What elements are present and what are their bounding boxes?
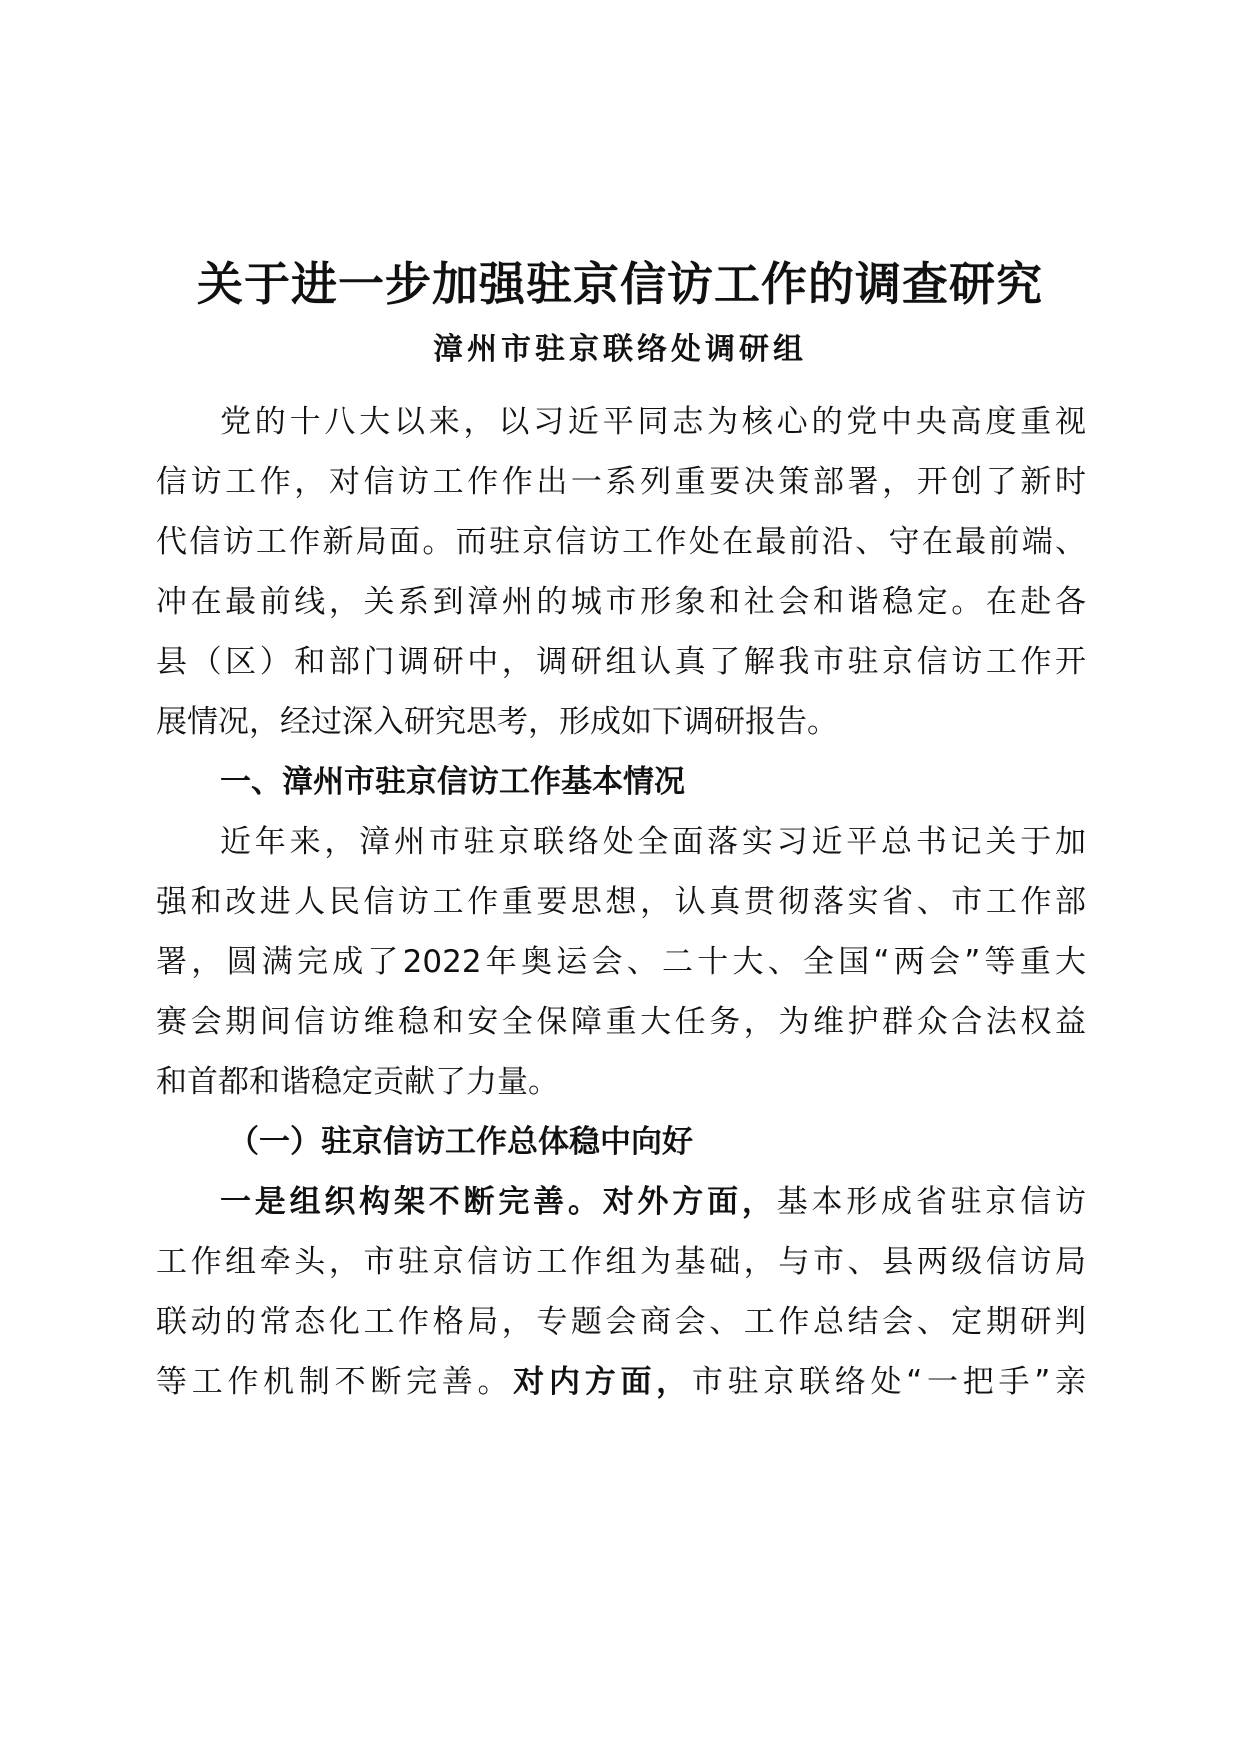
subsection-heading: （一）驻京信访工作总体稳中向好 (228, 1124, 693, 1160)
bold-phrase: 对内方面， (513, 1364, 692, 1400)
document-subtitle: 漳州市驻京联络处调研组 (433, 332, 807, 367)
para2-line: 联动的常态化工作格局，专题会商会、工作总结会、定期研判 (156, 1304, 1086, 1340)
section1-line: 强和改进人民信访工作重要思想，认真贯彻落实省、市工作部 (156, 884, 1086, 920)
para2-line (156, 1357, 1086, 1407)
document-title: 关于进一步加强驻京信访工作的调查研究 (197, 257, 1043, 311)
text-run: 市驻京联络处“一把手”亲 (691, 1364, 1087, 1400)
intro-line: 县（区）和部门调研中，调研组认真了解我市驻京信访工作开 (156, 644, 1086, 680)
bold-phrase: 对外方面， (602, 1184, 777, 1220)
intro-line: 冲在最前线，关系到漳州的城市形象和社会和谐稳定。在赴各 (156, 584, 1086, 620)
intro-line: 展情况，经过深入研究思考，形成如下调研报告。 (156, 704, 838, 740)
text-run: 等工作机制不断完善。 (156, 1364, 514, 1400)
section1-line: 和首都和谐稳定贡献了力量。 (156, 1064, 559, 1100)
intro-line: 信访工作，对信访工作作出一系列重要决策部署，开创了新时 (156, 464, 1086, 500)
section1-line: 赛会期间信访维稳和安全保障重大任务，为维护群众合法权益 (156, 1004, 1086, 1040)
intro-line: 代信访工作新局面。而驻京信访工作处在最前沿、守在最前端、 (156, 524, 1086, 560)
bold-phrase: 一是组织构架不断完善。 (220, 1184, 603, 1220)
para2-line: 工作组牵头，市驻京信访工作组为基础，与市、县两级信访局 (156, 1244, 1086, 1280)
para2-line (156, 1177, 1086, 1227)
section1-line: 署，圆满完成了2022年奥运会、二十大、全国“两会”等重大 (156, 944, 1086, 980)
text-run: 基本形成省驻京信访 (776, 1184, 1087, 1220)
section-heading: 一、漳州市驻京信访工作基本情况 (220, 764, 685, 800)
intro-line: 党的十八大以来，以习近平同志为核心的党中央高度重视 (220, 404, 1086, 440)
section1-line: 近年来，漳州市驻京联络处全面落实习近平总书记关于加 (220, 824, 1086, 860)
